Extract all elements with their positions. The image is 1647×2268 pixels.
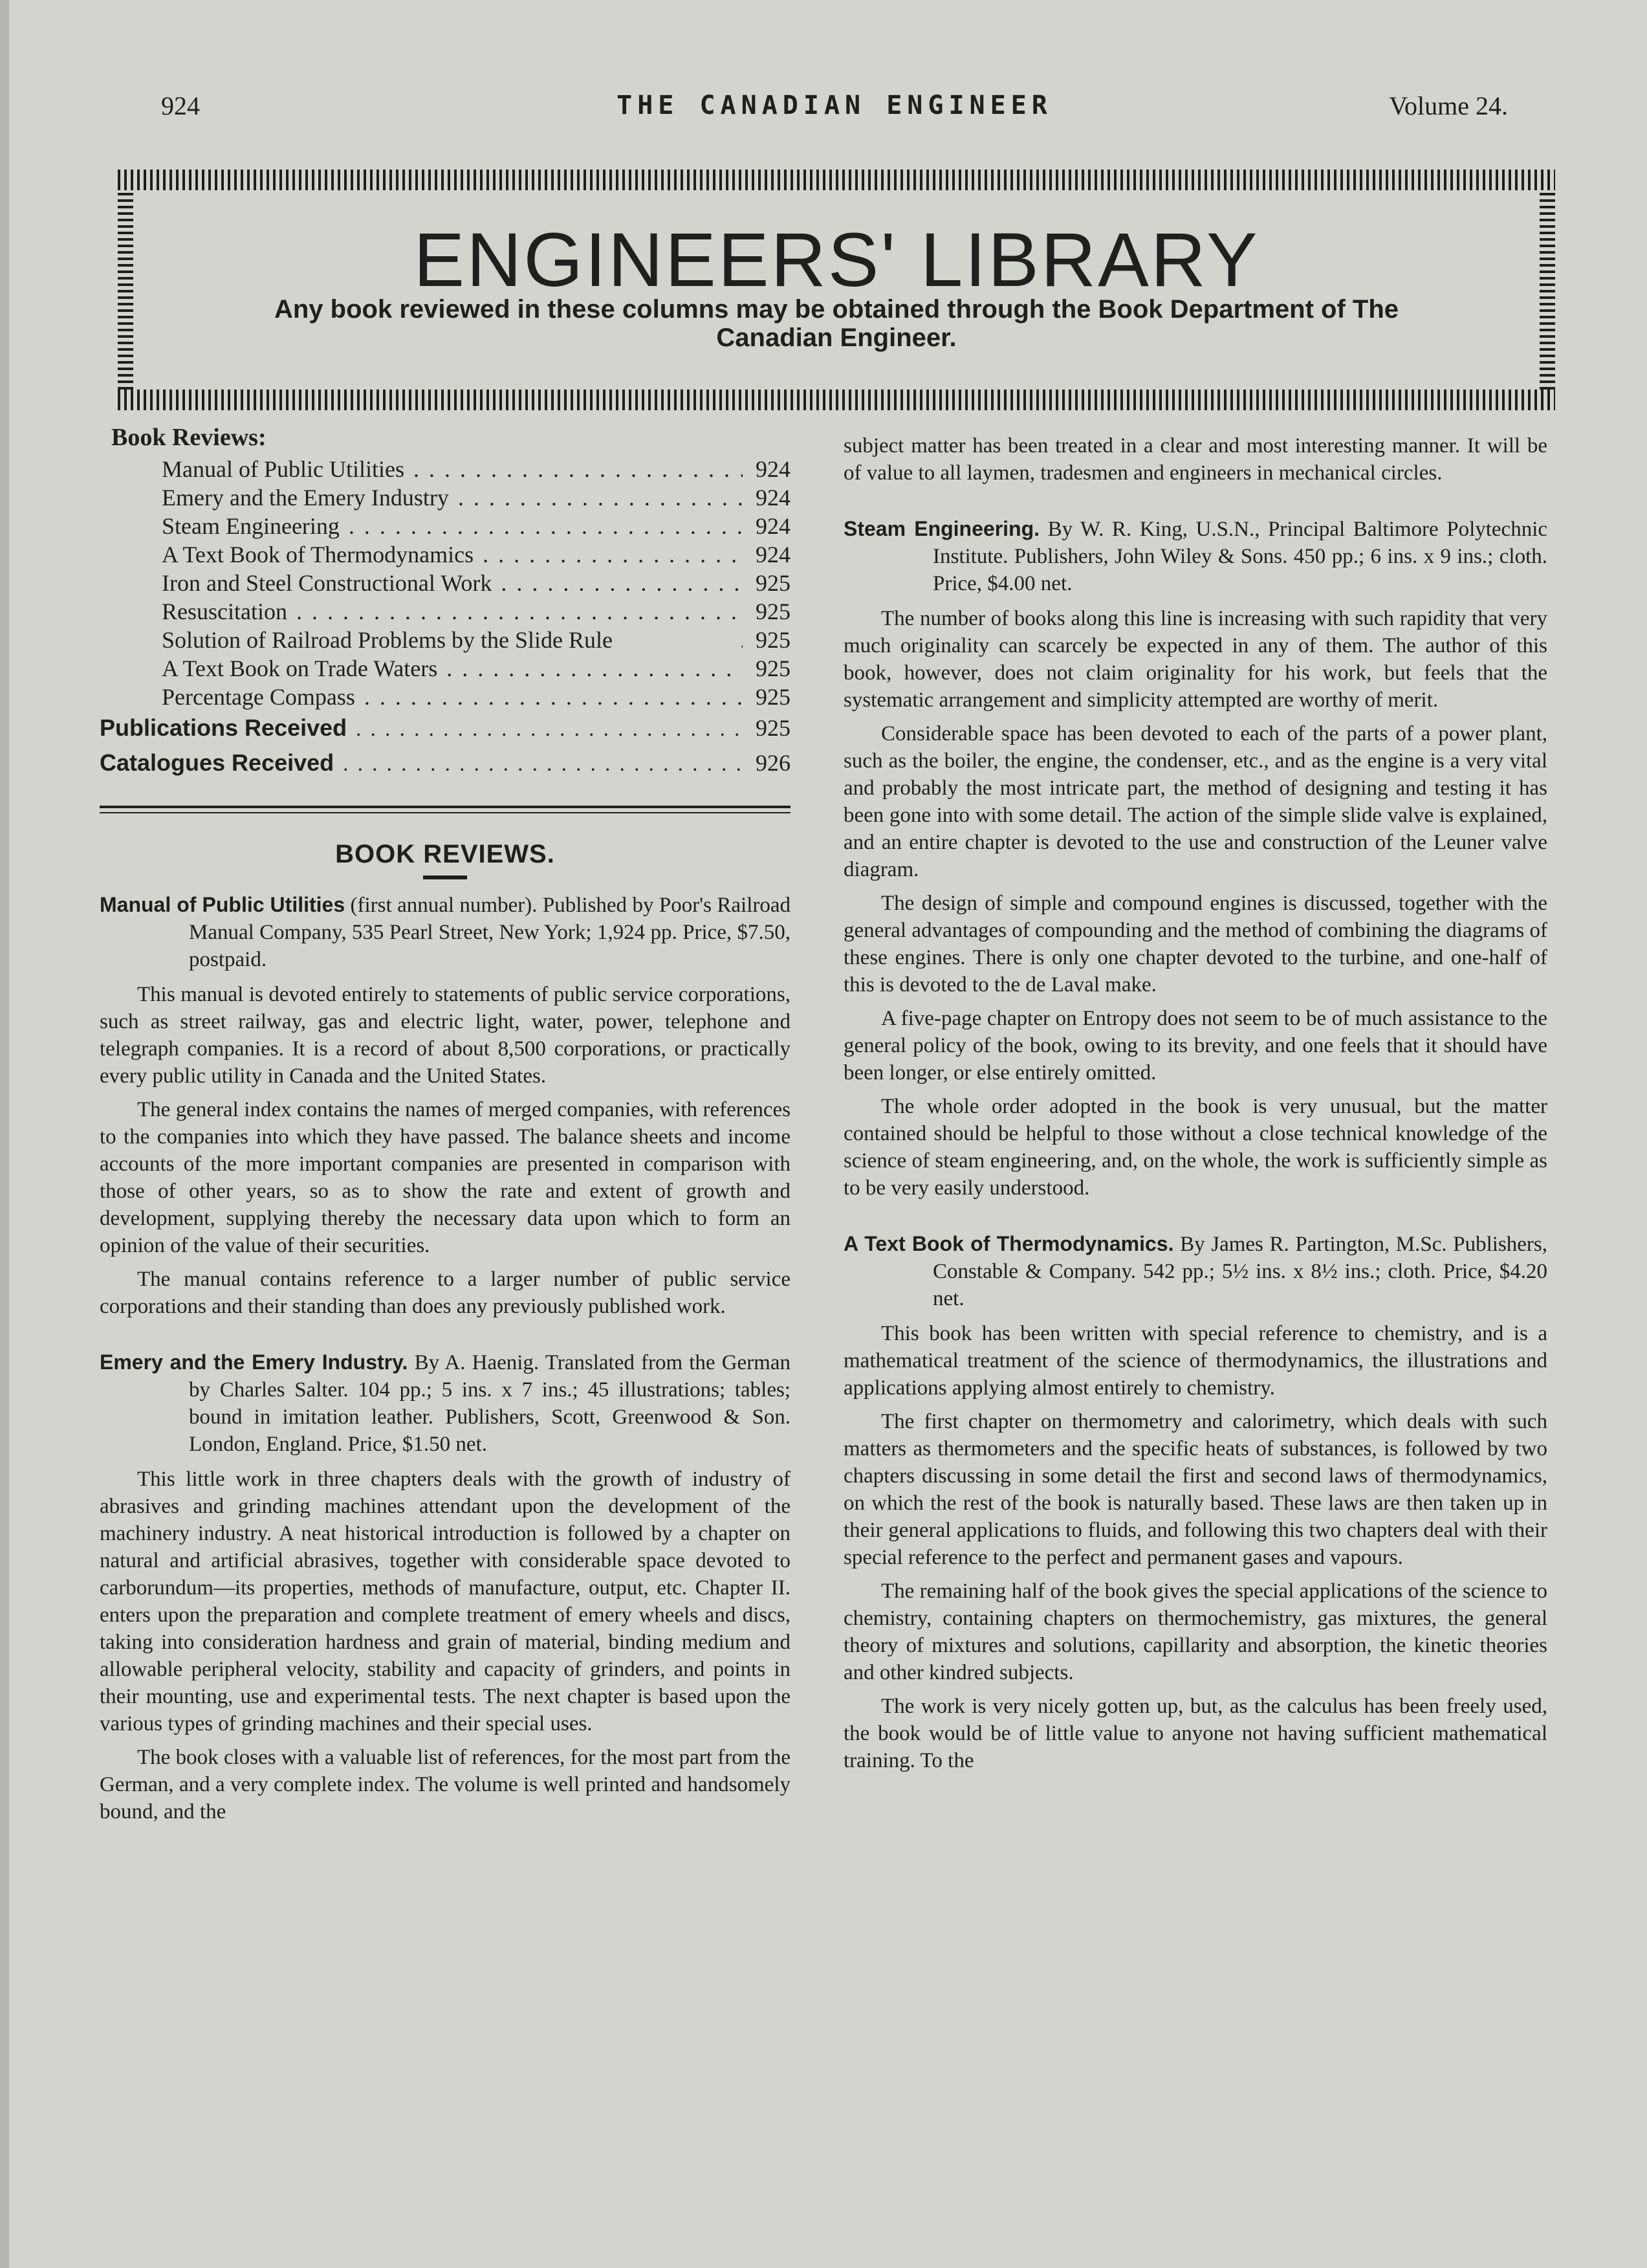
- review-paragraph: The remaining half of the book gives the special applications of the science to chemistry, containing chapters on thermochemistry, gas mixtures, the general theory of mixtures and solutions, capillarity and absorption, the kinetic theories and other kindred subjects.: [844, 1580, 1547, 1684]
- banner-title: ENGINEERS' LIBRARY: [413, 217, 1260, 303]
- review-citation: By A. Haenig. Translated from the German by Charles Salter. 104 pp.; 5 ins. x 7 ins.; 45 illustrations; tables; bound in imitation leather. Publishers, Scott, Greenwood & Son. London, England. Price, $1.50 net.: [189, 1351, 791, 1456]
- toc-item-page: 925: [756, 570, 791, 596]
- heading-dash: [423, 875, 467, 879]
- toc-item-label: Percentage Compass: [162, 684, 355, 710]
- toc-item-page: 925: [756, 684, 791, 710]
- review-paragraph-continued: subject matter has been treated in a clear and most interesting manner. It will be of value to all laymen, tradesmen and engineers in mechanical circles.: [844, 434, 1547, 485]
- leader-dots: [501, 569, 743, 597]
- toc-item-label: Steam Engineering: [162, 513, 340, 539]
- leader-dots: [413, 455, 743, 483]
- running-header: [161, 91, 1508, 129]
- banner-border-bottom: [118, 390, 1555, 410]
- review-paragraph: A five-page chapter on Entropy does not seem to be of much assistance to the general policy of the book, owing to its brevity, and one feels that it should have been longer, or else entirely omitted.: [844, 1007, 1547, 1084]
- leader-dots: [458, 483, 743, 512]
- toc-item: [162, 569, 791, 597]
- toc-item: [162, 683, 791, 711]
- toc-item-page: 925: [756, 655, 791, 681]
- toc-heading: Book Reviews:: [111, 424, 267, 451]
- table-of-contents: [100, 424, 791, 781]
- toc-item-label: Iron and Steel Constructional Work: [162, 570, 492, 596]
- toc-item: [162, 626, 791, 654]
- banner-border-top: [118, 170, 1555, 190]
- engineers-library-banner: [118, 170, 1555, 410]
- toc-item-label: Manual of Public Utilities: [162, 456, 404, 482]
- spacer: [844, 493, 1547, 515]
- journal-title: THE CANADIAN ENGINEER: [616, 91, 1053, 120]
- review-paragraph: The work is very nicely gotten up, but, as the calculus has been freely used, the book would be of little value to anyone not having sufficient mathematical training. To the: [844, 1695, 1547, 1772]
- review-paragraph: The design of simple and compound engines is discussed, together with the general advantages of compounding and the method of combining the diagrams of these engines. There is only one chapter devoted to the turbine, and one-half of this is devoted to the de Laval make.: [844, 892, 1547, 996]
- spacer: [100, 1327, 791, 1349]
- leader-dots: [349, 512, 743, 540]
- review-header-public-utilities: [100, 891, 791, 973]
- review-header-thermodynamics: [844, 1230, 1547, 1312]
- review-header-emery: [100, 1349, 791, 1458]
- toc-section-label: Catalogues Received: [100, 749, 334, 776]
- leader-dots: [356, 712, 743, 746]
- toc-item-page: 924: [756, 485, 791, 511]
- review-title: A Text Book of Thermodynamics.: [844, 1232, 1174, 1255]
- left-column: [100, 424, 791, 1832]
- toc-item-page: 925: [756, 599, 791, 624]
- review-citation: By W. R. King, U.S.N., Principal Baltimore Polytechnic Institute. Publishers, John Wiley & Sons. 450 pp.; 6 ins. x 9 ins.; cloth. Price, $4.00 net.: [933, 518, 1548, 595]
- right-column: [844, 432, 1547, 1781]
- leader-dots: [296, 597, 743, 626]
- leader-dots: [364, 683, 743, 711]
- toc-section-page: 926: [756, 750, 791, 776]
- toc-item: [162, 597, 791, 626]
- section-heading: BOOK REVIEWS.: [335, 840, 555, 868]
- review-citation: By James R. Partington, M.Sc. Publishers, Constable & Company. 542 pp.; 5½ ins. x 8½ ins.; cloth. Price, $4.20 net.: [933, 1233, 1547, 1310]
- review-paragraph: This book has been written with special reference to chemistry, and is a mathematical treatment of the science of thermodynamics, the illustrations and applications applying almost entirely to chemistry.: [844, 1322, 1547, 1400]
- leader-dots: [483, 540, 743, 569]
- toc-item-page: 924: [756, 456, 791, 482]
- toc-section: [100, 711, 791, 746]
- banner-subtitle: Any book reviewed in these columns may be obtained through the Book Department of The Canadian Engineer.: [274, 295, 1399, 352]
- toc-item: [162, 455, 791, 483]
- toc-item-label: Resuscitation: [162, 599, 287, 624]
- toc-items: [100, 455, 791, 711]
- review-paragraph: The whole order adopted in the book is very unusual, but the matter contained should be helpful to those without a close technical knowledge of the science of steam engineering, and, on the whole, the work is sufficiently simple as to be very easily understood.: [844, 1095, 1547, 1200]
- review-paragraph: The general index contains the names of merged companies, with references to the companies into which they have passed. The balance sheets and income accounts of the more important companies are presented in comparison with those of other years, so as to show the rate and extent of growth and development, supplying thereby the necessary data upon which to form an opinion of the value of their securities.: [100, 1098, 791, 1257]
- toc-item-page: 924: [756, 513, 791, 539]
- toc-item: [162, 654, 791, 683]
- review-title: Steam Engineering.: [844, 517, 1040, 540]
- toc-section-label: Publications Received: [100, 714, 347, 741]
- toc-item-label: Emery and the Emery Industry: [162, 485, 449, 511]
- review-paragraph: This manual is devoted entirely to statements of public service corporations, such as street railway, gas and electric light, water, power, telephone and telegraph companies. It is a record of about 8,500 corporations, or practically every public utility in Canada and the United States.: [100, 983, 791, 1088]
- toc-item-label: A Text Book on Trade Waters: [162, 655, 438, 681]
- toc-item-page: 924: [756, 542, 791, 567]
- review-paragraph: Considerable space has been devoted to each of the parts of a power plant, such as the boiler, the engine, the condenser, etc., and as the engine is a very vital and probably the most intricate part, the method of designing and testing it has been gone into with some detail. The action of the simple slide valve is explained, and an entire chapter is devoted to the use and construction of the Leuner valve diagram.: [844, 722, 1547, 881]
- review-title: Emery and the Emery Industry.: [100, 1350, 408, 1374]
- review-paragraph: The first chapter on thermometry and calorimetry, which deals with such matters as thermometers and the specific heats of substances, is followed by two chapters discussing in some detail the first and second laws of thermodynamics, on which the rest of the book is naturally based. These laws are then taken up in their general applications to fluids, and following this two chapters deal with their special reference to the perfect and permanent gases and vapours.: [844, 1410, 1547, 1569]
- leader-dots: [740, 626, 743, 654]
- review-paragraph: This little work in three chapters deals with the growth of industry of abrasives and grinding machines attendant upon the development of the machinery industry. A neat historical introduction is followed by a chapter on natural and artificial abrasives, together with considerable space devoted to carborundum—its properties, methods of manufacture, output, etc. Chapter II. enters upon the preparation and complete treatment of emery wheels and discs, taking into consideration hardness and grain of material, binding medium and allowable peripheral velocity, stability and capacity of grinders, and points in their mounting, use and experimental tests. The next chapter is based upon the various types of grinding machines and their special uses.: [100, 1468, 791, 1735]
- toc-item: [162, 483, 791, 512]
- toc-section-page: 925: [756, 715, 791, 741]
- volume-label: Volume 24.: [1389, 91, 1508, 120]
- toc-item-label: A Text Book of Thermodynamics: [162, 542, 474, 567]
- review-paragraph: The manual contains reference to a larger number of public service corporations and their standing than does any previously published work.: [100, 1268, 791, 1318]
- toc-item-page: 925: [756, 627, 791, 653]
- review-paragraph: The number of books along this line is increasing with such rapidity that very much originality can scarcely be expected in any of them. The author of this book, however, does not claim originality for his work, but feels that the systematic arrangement and simplicity attempted are worthy of merit.: [844, 607, 1547, 712]
- review-header-steam: [844, 515, 1547, 597]
- leader-dots: [446, 654, 743, 683]
- double-rule-divider: [100, 806, 791, 813]
- spacer: [844, 1208, 1547, 1230]
- review-title: Manual of Public Utilities: [100, 893, 345, 916]
- review-citation: (first annual number). Published by Poor's Railroad Manual Company, 535 Pearl Street, New York; 1,924 pp. Price, $7.50, postpaid.: [189, 894, 791, 971]
- leader-dots: [343, 747, 743, 781]
- toc-item: [162, 512, 791, 540]
- page-number: 924: [161, 91, 200, 120]
- review-paragraph: The book closes with a valuable list of references, for the most part from the German, and a very complete index. The volume is well printed and handsomely bound, and the: [100, 1746, 791, 1823]
- toc-item: [162, 540, 791, 569]
- toc-section: [100, 746, 791, 781]
- toc-item-label: Solution of Railroad Problems by the Slide Rule: [162, 627, 613, 653]
